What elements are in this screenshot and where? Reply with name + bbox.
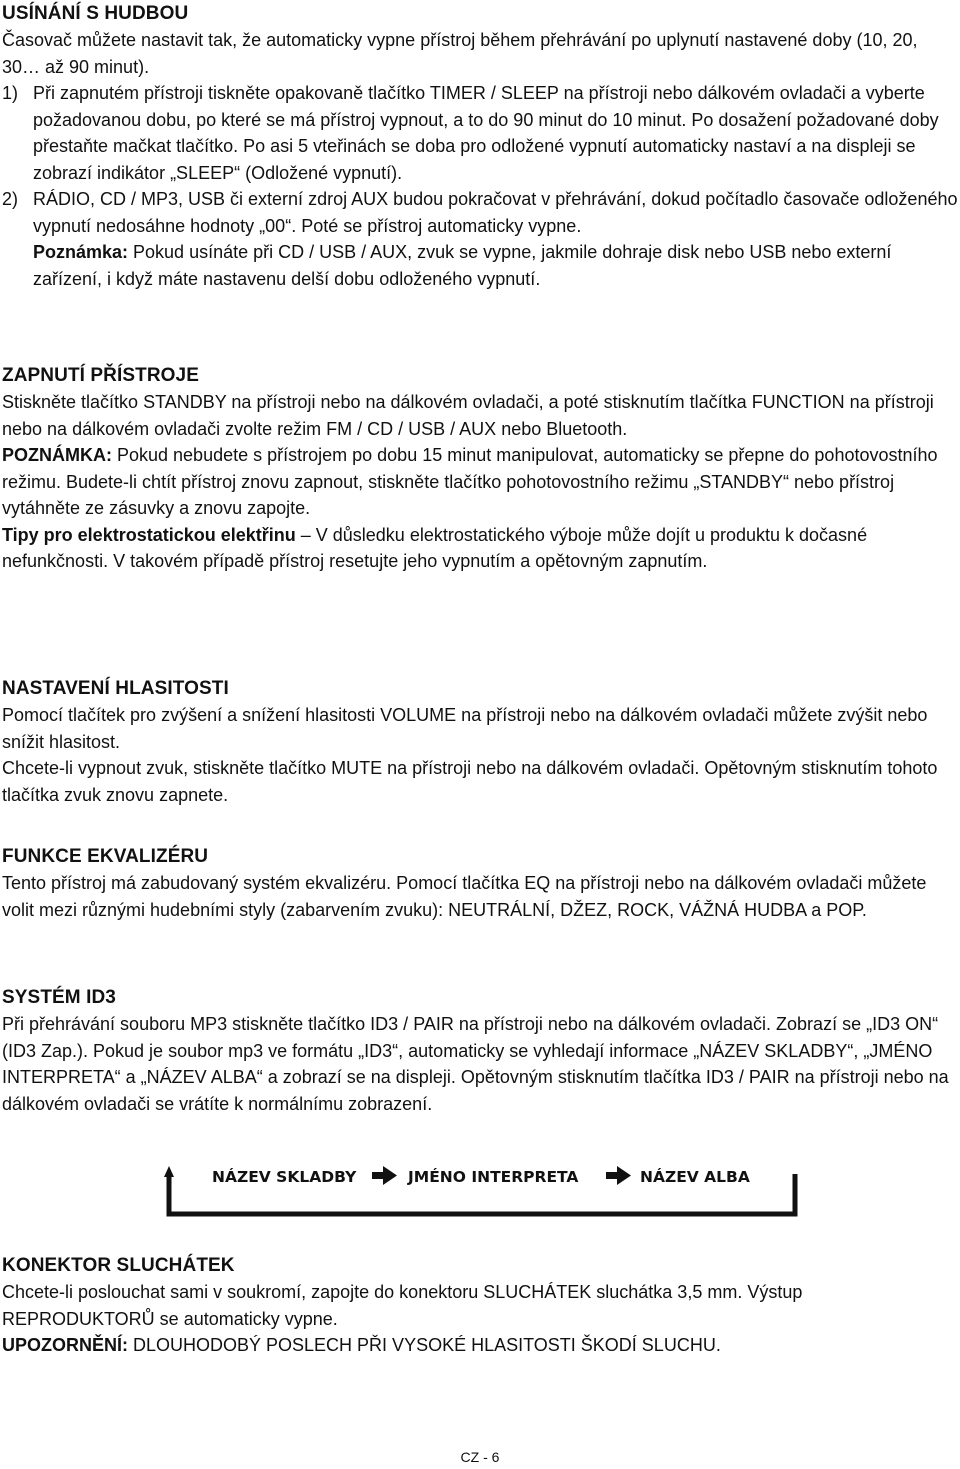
section-heading: FUNKCE EKVALIZÉRU (2, 846, 209, 867)
id3-flow-diagram (164, 1160, 800, 1220)
paragraph: Chcete-li vypnout zvuk, stiskněte tlačítko MUTE na přístroji nebo na dálkovém ovladači. Opětovným stisknutím tohoto tlačítka zvuk znovu zapnete. (2, 758, 938, 805)
flow-label-album: NÁZEV ALBA (640, 1168, 750, 1186)
tip (2, 522, 958, 575)
flow-label-artist: JMÉNO INTERPRETA (408, 1168, 579, 1186)
flow-svg (164, 1160, 800, 1220)
section-headphones (2, 1254, 958, 1359)
paragraph: Časovač můžete nastavit tak, že automaticky vypne přístroj během přehrávání po uplynutí nastavené doby (10, 20, 30… až 90 minut). (2, 30, 918, 77)
warning-label: UPOZORNĚNÍ: (2, 1335, 128, 1355)
warning-text: DLOUHODOBÝ POSLECH PŘI VYSOKÉ HLASITOSTI ŠKODÍ SLUCHU. (128, 1335, 721, 1355)
section-heading: USÍNÁNÍ S HUDBOU (2, 3, 189, 24)
section-power (2, 364, 958, 575)
paragraph: Tento přístroj má zabudovaný systém ekvalizéru. Pomocí tlačítka EQ na přístroji nebo na dálkovém ovladači můžete volit mezi různými hudebními styly (zabarvením zvuku): NEUTRÁLNÍ, DŽEZ, ROCK, VÁŽNÁ HUDBA a POP. (2, 873, 927, 920)
tip-text: – V důsledku elektrostatického výboje může dojít u produktu k dočasné nefunkčnosti. V takovém případě přístroj resetujte jeho vypnutím a opětovným zapnutím. (2, 524, 868, 571)
paragraph: Stiskněte tlačítko STANDBY na přístroji nebo na dálkovém ovladači, a poté stisknutím tlačítka FUNCTION na přístroji nebo na dálkovém ovladači zvolte režim FM / CD / USB / AUX nebo Bluetooth. (2, 392, 934, 439)
section-heading: ZAPNUTÍ PŘÍSTROJE (2, 365, 199, 386)
note-text: Pokud usínáte při CD / USB / AUX, zvuk se vypne, jakmile dohraje disk nebo USB nebo externí zařízení, i když máte nastavenu delší dobu odloženého vypnutí. (33, 242, 892, 289)
section-sleep (2, 2, 958, 292)
page-number: CZ - 6 (460, 1449, 500, 1465)
section-id3 (2, 986, 958, 1117)
section-eq (2, 845, 958, 923)
step-text: RÁDIO, CD / MP3, USB či externí zdroj AUX budou pokračovat v přehrávání, dokud počítadlo časovače odloženého vypnutí nedosáhne hodnoty „00“. Poté se přístroj automaticky vypne. (33, 189, 958, 236)
paragraph: Při přehrávání souboru MP3 stiskněte tlačítko ID3 / PAIR na přístroji nebo na dálkovém ovladači. Zobrazí se „ID3 ON“ (ID3 Zap.). Pokud je soubor mp3 ve formátu „ID3“, automaticky se vyhledají informace „NÁZEV SKLADBY“, „JMÉNO INTERPRETA“ a „NÁZEV ALBA“ a zobrazí se na displeji. Opětovným stisknutím tlačítka ID3 / PAIR na přístroji nebo na dálkovém ovladači se vrátíte k normálnímu zobrazení. (2, 1014, 949, 1114)
flow-label-title: NÁZEV SKLADBY (212, 1168, 357, 1186)
list-item (2, 80, 958, 186)
loop-arrow-head (164, 1166, 174, 1177)
section-volume (2, 677, 958, 808)
note-text: Pokud nebudete s přístrojem po dobu 15 minut manipulovat, automaticky se přepne do pohotovostního režimu. Budete-li chtít přístroj znovu zapnout, stiskněte tlačítko pohotovostního režimu „STANDBY“ nebo přístroj vytáhněte ze zásuvky a znovu zapojte. (2, 445, 938, 518)
tip-label: Tipy pro elektrostatickou elektřinu (2, 524, 296, 545)
list-item (2, 186, 958, 239)
section-heading: KONEKTOR SLUCHÁTEK (2, 1255, 235, 1276)
note (2, 239, 958, 292)
note (2, 442, 958, 522)
step-number: 1) (2, 83, 19, 103)
warning (2, 1332, 958, 1359)
note-label: POZNÁMKA: (2, 445, 112, 465)
paragraph: Chcete-li poslouchat sami v soukromí, zapojte do konektoru SLUCHÁTEK sluchátka 3,5 mm. Výstup REPRODUKTORŮ se automaticky vypne. (2, 1282, 803, 1329)
flow-arrow-icon (606, 1166, 631, 1185)
section-heading: SYSTÉM ID3 (2, 987, 116, 1008)
flow-arrow-icon (372, 1166, 397, 1185)
section-heading: NASTAVENÍ HLASITOSTI (2, 678, 229, 699)
paragraph: Pomocí tlačítek pro zvýšení a snížení hlasitosti VOLUME na přístroji nebo na dálkovém ovladači můžete zvýšit nebo snížit hlasitost. (2, 705, 928, 752)
step-text: Při zapnutém přístroji tiskněte opakovaně tlačítko TIMER / SLEEP na přístroji nebo dálkovém ovladači a vyberte požadovanou dobu, po které se má přístroj vypnout, a to do 90 minut do 10 minut. Po dosažení požadované doby přestaňte mačkat tlačítko. Po asi 5 vteřinách se doba pro odložené vypnutí automaticky nastaví a na displeji se zobrazí indikátor „SLEEP“ (Odložené vypnutí). (33, 83, 939, 183)
note-label: Poznámka: (33, 242, 129, 262)
steps-list (2, 80, 958, 239)
step-number: 2) (2, 189, 19, 209)
